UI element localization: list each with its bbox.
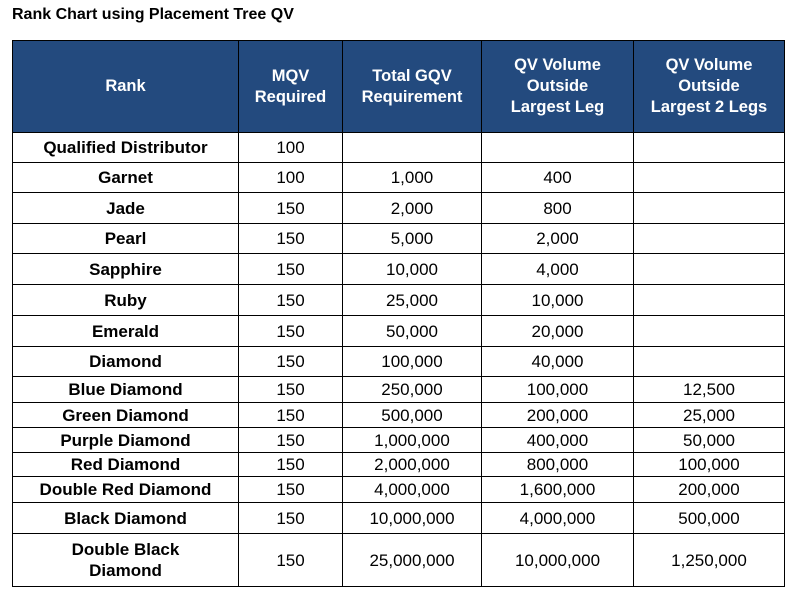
table-row	[13, 477, 785, 503]
table-row	[13, 453, 785, 477]
rank-cell: Purple Diamond	[13, 428, 239, 453]
table-row	[13, 193, 785, 224]
gqv-cell: 50,000	[343, 316, 482, 347]
leg-cell: 2,000	[482, 224, 634, 254]
table-row	[13, 224, 785, 254]
table-row	[13, 347, 785, 377]
legs2-cell: 50,000	[634, 428, 785, 453]
mqv-cell: 150	[239, 377, 343, 403]
gqv-cell: 4,000,000	[343, 477, 482, 503]
gqv-cell: 2,000	[343, 193, 482, 224]
mqv-cell: 150	[239, 316, 343, 347]
leg-cell: 100,000	[482, 377, 634, 403]
leg-cell: 400,000	[482, 428, 634, 453]
legs2-cell: 1,250,000	[634, 534, 785, 587]
rank-cell: Garnet	[13, 163, 239, 193]
leg-cell: 400	[482, 163, 634, 193]
gqv-cell: 1,000	[343, 163, 482, 193]
rank-cell: Blue Diamond	[13, 377, 239, 403]
mqv-cell: 150	[239, 254, 343, 285]
mqv-cell: 100	[239, 133, 343, 163]
mqv-cell: 150	[239, 534, 343, 587]
gqv-cell: 10,000	[343, 254, 482, 285]
gqv-cell: 5,000	[343, 224, 482, 254]
legs2-cell	[634, 254, 785, 285]
leg-cell: 20,000	[482, 316, 634, 347]
table-row	[13, 133, 785, 163]
table-body	[13, 133, 785, 587]
gqv-cell: 25,000,000	[343, 534, 482, 587]
mqv-cell: 150	[239, 428, 343, 453]
table-row	[13, 377, 785, 403]
legs2-cell	[634, 163, 785, 193]
table-row	[13, 403, 785, 428]
rank-cell: Jade	[13, 193, 239, 224]
rank-cell: Pearl	[13, 224, 239, 254]
legs2-cell: 500,000	[634, 503, 785, 534]
table-row	[13, 254, 785, 285]
gqv-cell: 250,000	[343, 377, 482, 403]
rank-cell: Black Diamond	[13, 503, 239, 534]
table-row	[13, 428, 785, 453]
mqv-cell: 150	[239, 285, 343, 316]
rank-chart-table	[12, 40, 785, 587]
mqv-cell: 150	[239, 224, 343, 254]
mqv-cell: 100	[239, 163, 343, 193]
leg-cell: 10,000	[482, 285, 634, 316]
header-mqv-required: MQV Required	[239, 41, 343, 133]
leg-cell: 1,600,000	[482, 477, 634, 503]
leg-cell: 4,000	[482, 254, 634, 285]
leg-cell: 40,000	[482, 347, 634, 377]
mqv-cell: 150	[239, 193, 343, 224]
leg-cell: 10,000,000	[482, 534, 634, 587]
leg-cell: 4,000,000	[482, 503, 634, 534]
legs2-cell: 25,000	[634, 403, 785, 428]
gqv-cell: 2,000,000	[343, 453, 482, 477]
rank-cell: Ruby	[13, 285, 239, 316]
leg-cell: 800,000	[482, 453, 634, 477]
header-total-gqv-requirement: Total GQV Requirement	[343, 41, 482, 133]
rank-cell: Double Black Diamond	[13, 534, 239, 587]
table-row	[13, 163, 785, 193]
table-row	[13, 316, 785, 347]
legs2-cell	[634, 285, 785, 316]
legs2-cell	[634, 133, 785, 163]
rank-cell: Qualified Distributor	[13, 133, 239, 163]
rank-cell: Emerald	[13, 316, 239, 347]
legs2-cell	[634, 193, 785, 224]
rank-cell: Double Red Diamond	[13, 477, 239, 503]
mqv-cell: 150	[239, 453, 343, 477]
leg-cell: 800	[482, 193, 634, 224]
legs2-cell	[634, 224, 785, 254]
header-row	[13, 41, 785, 133]
legs2-cell: 12,500	[634, 377, 785, 403]
rank-cell: Diamond	[13, 347, 239, 377]
gqv-cell: 25,000	[343, 285, 482, 316]
header-qv-outside-largest-2-legs: QV Volume Outside Largest 2 Legs	[634, 41, 785, 133]
header-qv-outside-largest-leg: QV Volume Outside Largest Leg	[482, 41, 634, 133]
rank-cell: Sapphire	[13, 254, 239, 285]
gqv-cell: 500,000	[343, 403, 482, 428]
gqv-cell: 1,000,000	[343, 428, 482, 453]
mqv-cell: 150	[239, 477, 343, 503]
rank-cell: Green Diamond	[13, 403, 239, 428]
legs2-cell: 100,000	[634, 453, 785, 477]
page-title: Rank Chart using Placement Tree QV	[12, 6, 294, 23]
table-row	[13, 534, 785, 587]
legs2-cell: 200,000	[634, 477, 785, 503]
mqv-cell: 150	[239, 347, 343, 377]
legs2-cell	[634, 347, 785, 377]
header-rank: Rank	[13, 41, 239, 133]
rank-cell: Red Diamond	[13, 453, 239, 477]
table-row	[13, 285, 785, 316]
gqv-cell: 10,000,000	[343, 503, 482, 534]
gqv-cell: 100,000	[343, 347, 482, 377]
legs2-cell	[634, 316, 785, 347]
table-row	[13, 503, 785, 534]
gqv-cell	[343, 133, 482, 163]
leg-cell: 200,000	[482, 403, 634, 428]
leg-cell	[482, 133, 634, 163]
mqv-cell: 150	[239, 403, 343, 428]
mqv-cell: 150	[239, 503, 343, 534]
